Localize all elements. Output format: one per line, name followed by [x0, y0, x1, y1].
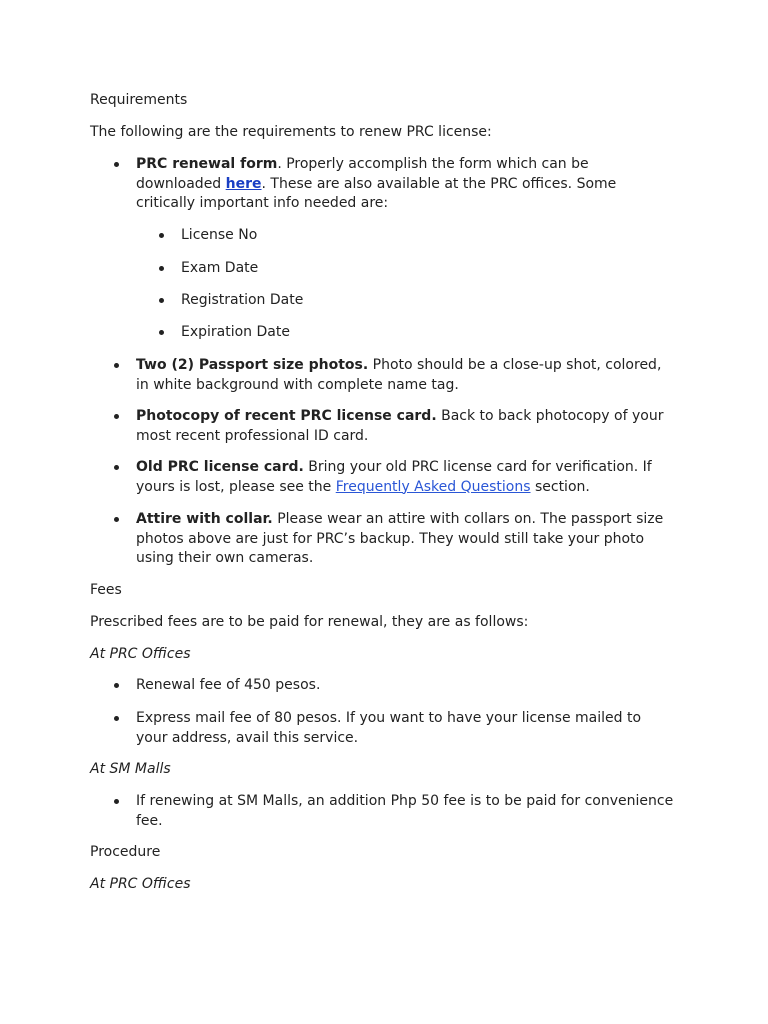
sub-item-expiration-date: Expiration Date — [181, 323, 661, 343]
renewal-form-text-a: . Properly accomplish the form which can be downloaded — [136, 156, 589, 192]
fees-intro: Prescribed fees are to be paid for renewal, they are as follows: — [90, 614, 529, 630]
fees-sm-heading: At SM Malls — [90, 761, 171, 777]
passport-photos-title: Two (2) Passport size photos. — [136, 357, 369, 373]
attire-text: Please wear an attire with collars on. The passport size photos above are just for PRC’s backup. They would still take your photo using their own cameras. — [136, 511, 664, 566]
sub-item-license-no: License No — [181, 226, 661, 246]
heading-procedure: Procedure — [90, 844, 161, 860]
sub-item-registration-date: Registration Date — [181, 291, 661, 311]
heading-fees: Fees — [90, 582, 122, 598]
list-item-passport-photos — [136, 356, 676, 395]
list-item-attire — [136, 510, 676, 569]
renewal-form-title: PRC renewal form — [136, 156, 278, 172]
list-item-photocopy — [136, 407, 676, 446]
requirements-intro: The following are the requirements to renew PRC license: — [90, 124, 492, 140]
renewal-form-text-b: . These are also available at the PRC offices. Some critically important info needed are: — [136, 175, 617, 211]
old-license-text-b: section. — [530, 478, 590, 495]
photocopy-text: Back to back photocopy of your most recent professional ID card. — [136, 408, 664, 444]
list-item-express-mail-fee: Express mail fee of 80 pesos. If you want to have your license mailed to your address, avail this service. — [136, 709, 676, 748]
procedure-prc-heading: At PRC Offices — [90, 876, 191, 892]
old-license-title: Old PRC license card. — [136, 459, 304, 475]
faq-link[interactable]: Frequently Asked Questions — [335, 478, 531, 495]
list-item-sm-fee: If renewing at SM Malls, an addition Php 50 fee is to be paid for convenience fee. — [136, 792, 676, 831]
download-here-link[interactable]: here — [225, 175, 262, 192]
old-license-text-a: Bring your old PRC license card for verification. If yours is lost, please see the — [136, 459, 652, 495]
passport-photos-text: Photo should be a close-up shot, colored, in white background with complete name tag. — [136, 357, 662, 393]
list-item-renewal-fee: Renewal fee of 450 pesos. — [136, 676, 676, 696]
list-item-old-license — [136, 458, 676, 497]
sub-item-exam-date: Exam Date — [181, 259, 661, 279]
photocopy-title: Photocopy of recent PRC license card. — [136, 408, 437, 424]
fees-prc-heading: At PRC Offices — [90, 646, 191, 662]
attire-title: Attire with collar. — [136, 511, 273, 527]
heading-requirements: Requirements — [90, 92, 188, 108]
list-item-renewal-form — [136, 155, 676, 214]
